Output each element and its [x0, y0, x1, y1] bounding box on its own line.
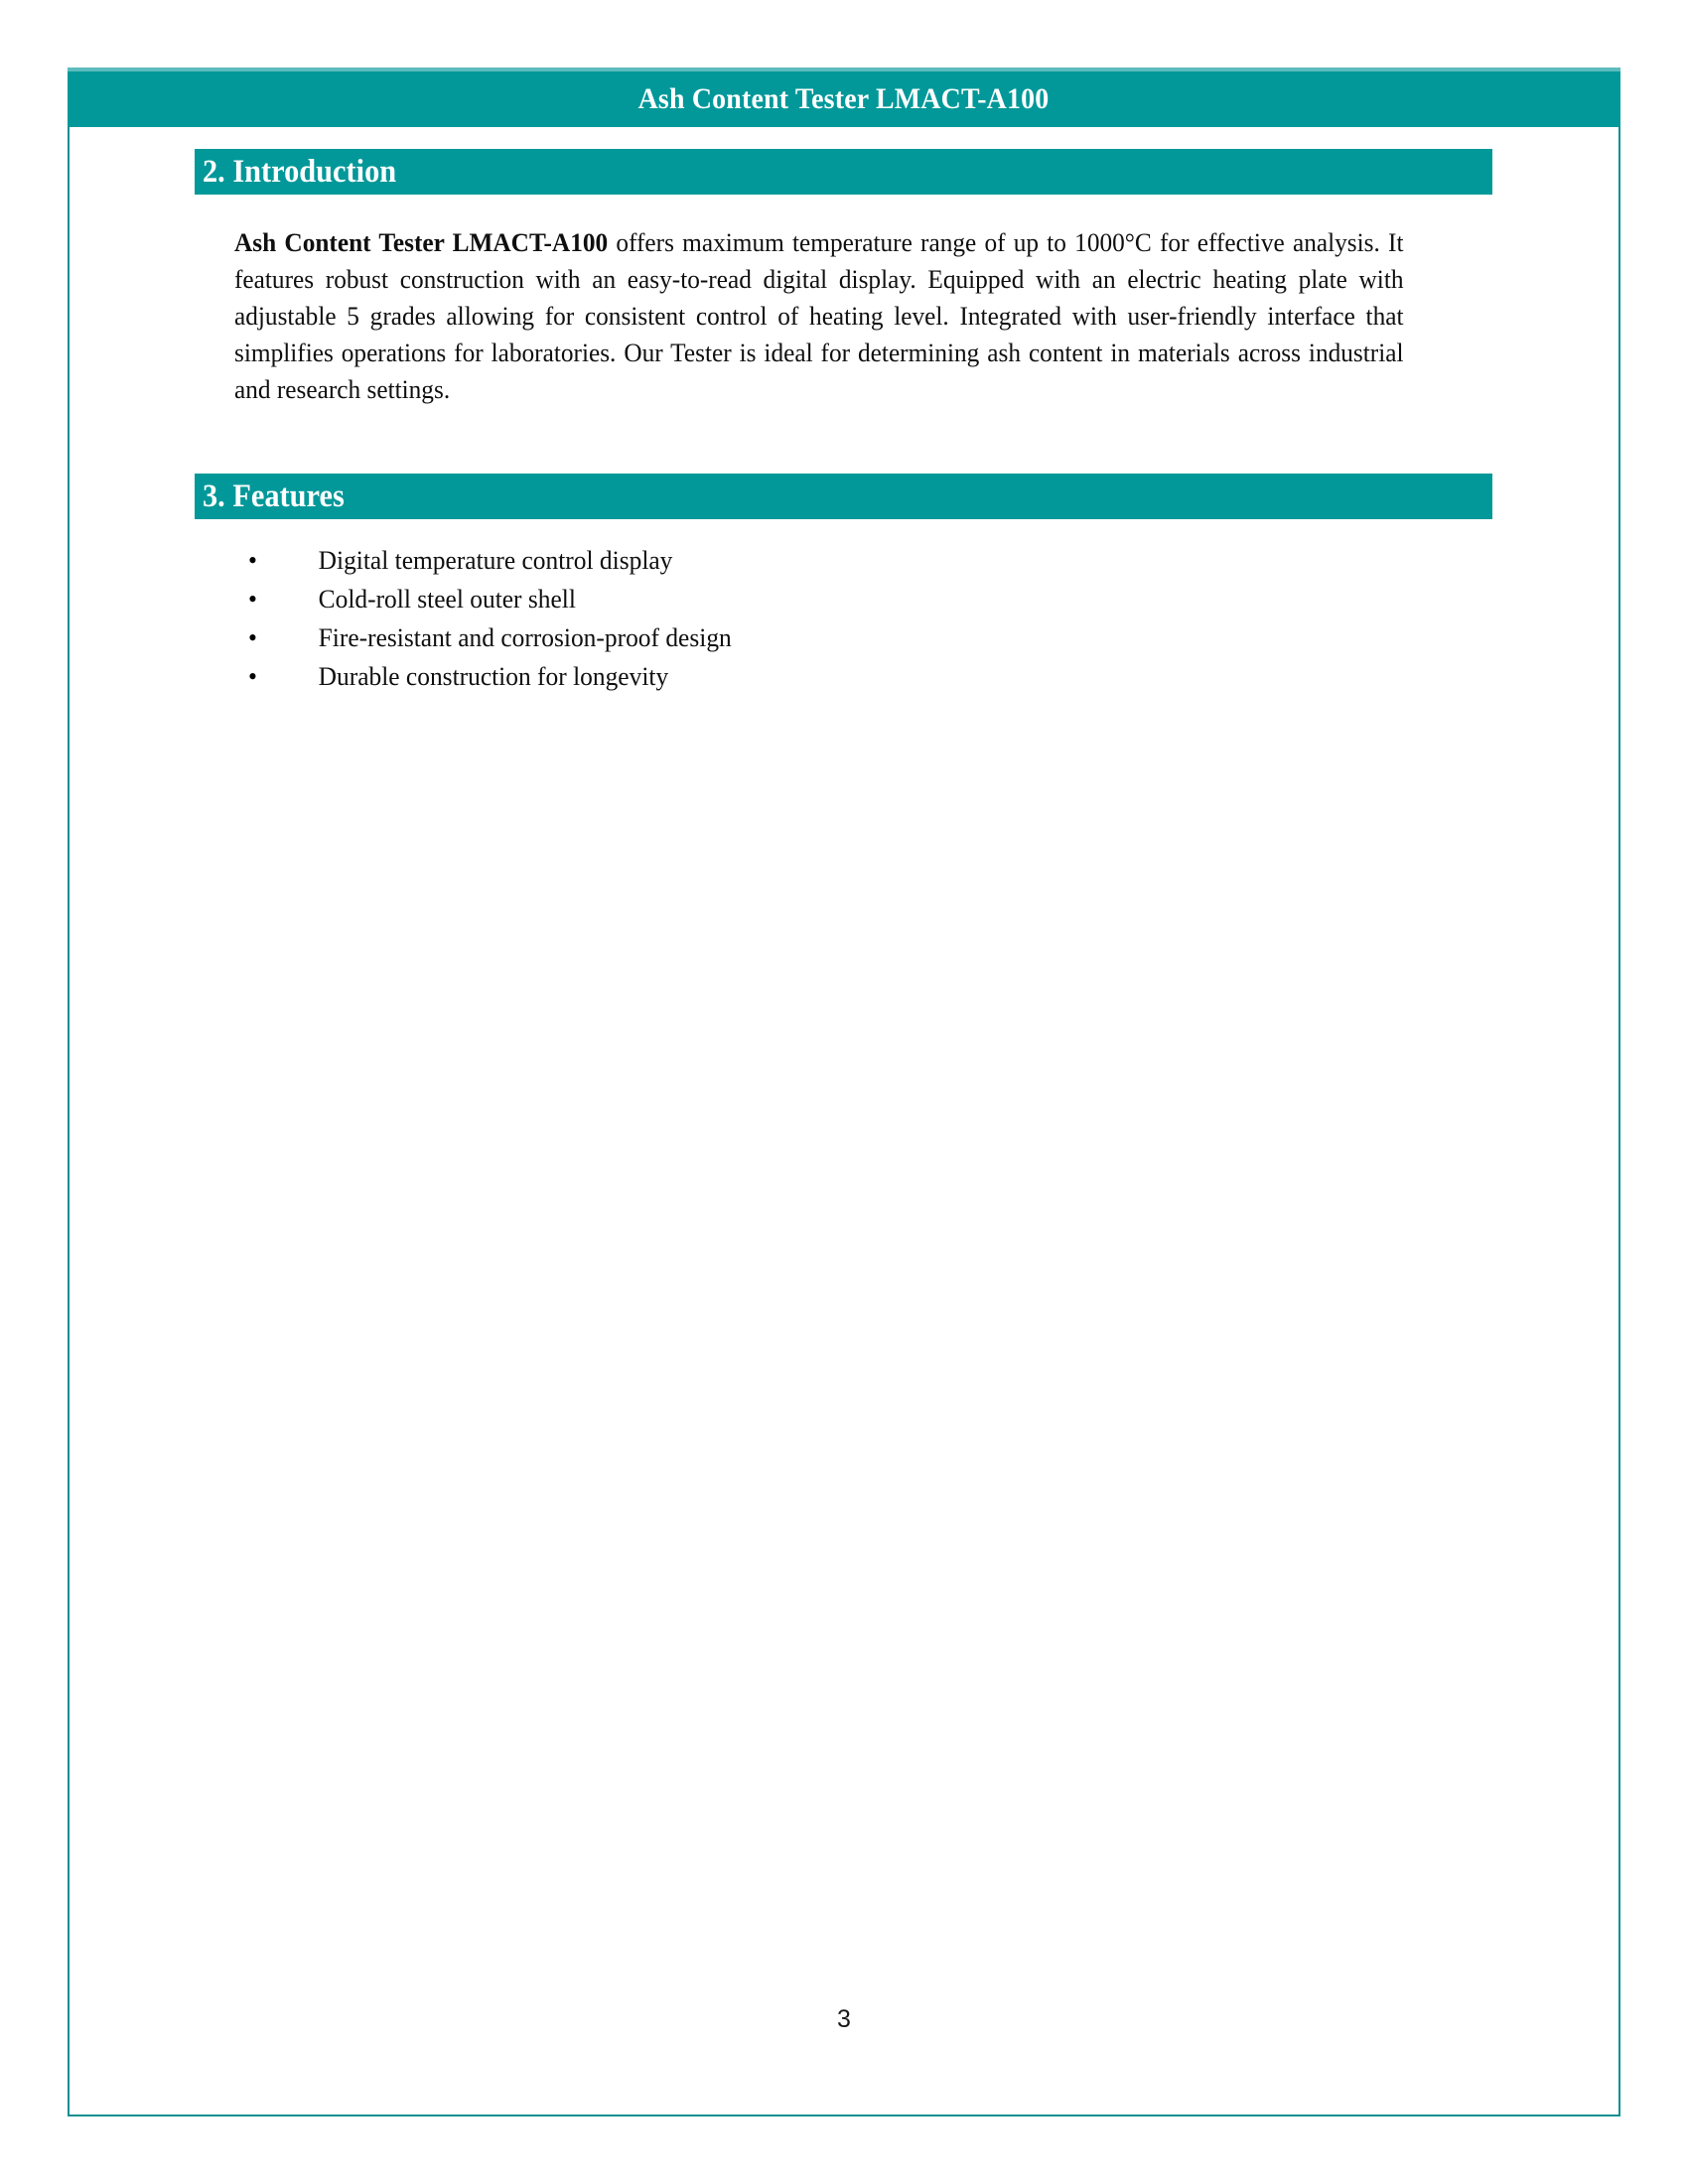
section-heading-features-label: 3. Features: [203, 478, 345, 514]
bullet-icon: •: [247, 661, 257, 691]
introduction-body: [195, 224, 1492, 408]
document-title: Ash Content Tester LMACT-A100: [638, 82, 1050, 115]
list-item: [238, 545, 1442, 575]
page-content: [195, 149, 1492, 700]
features-list: [195, 545, 1492, 691]
section-heading-introduction: [195, 149, 1492, 195]
page-number: 3: [837, 2005, 851, 2033]
list-item: [238, 661, 1442, 691]
document-title-banner: [68, 68, 1620, 127]
section-heading-introduction-label: 2. Introduction: [203, 153, 397, 190]
bullet-icon: •: [247, 622, 257, 652]
feature-label: Cold-roll steel outer shell: [318, 584, 576, 614]
introduction-lead-product-name: Ash Content Tester LMACT-A100: [234, 227, 609, 257]
introduction-paragraph-text: offers maximum temperature range of up to 1000°C for effective analysis. It features robust construction with an easy-to-read digital display. Equipped with an electric heating plate with adjustable 5 grades allowing for consistent control of heating level. Integrated with user-friendly interface that simplifies operations for laboratories. Our Tester is ideal for determining ash content in materials across industrial and research settings.: [234, 227, 1404, 404]
feature-label: Durable construction for longevity: [318, 661, 669, 691]
bullet-icon: •: [247, 584, 257, 614]
list-item: [238, 584, 1442, 614]
list-item: [238, 622, 1442, 652]
feature-label: Digital temperature control display: [318, 545, 673, 575]
feature-label: Fire-resistant and corrosion-proof design: [318, 622, 732, 652]
introduction-paragraph: [234, 224, 1404, 408]
section-heading-features: [195, 474, 1492, 519]
bullet-icon: •: [247, 545, 257, 575]
